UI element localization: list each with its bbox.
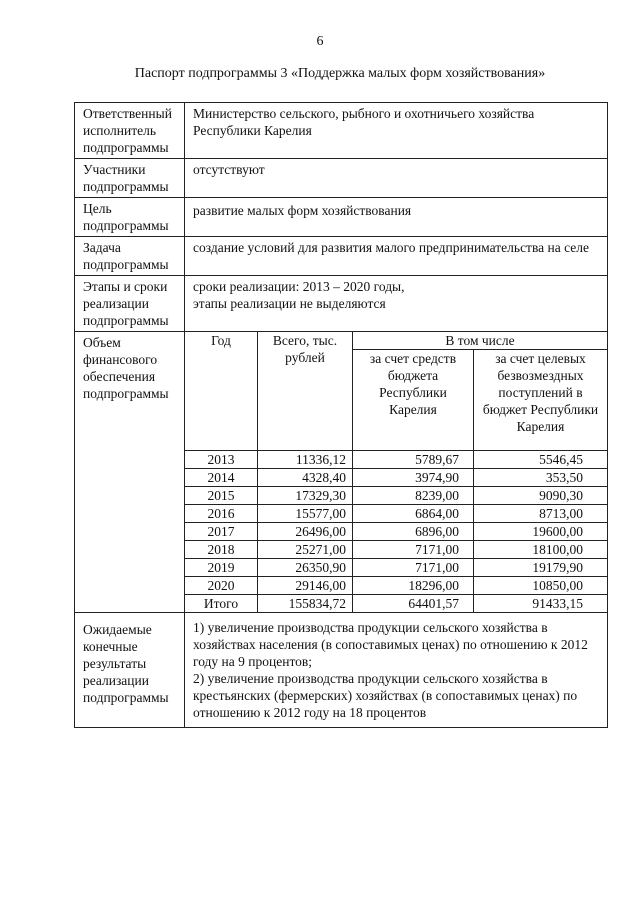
header-grants: за счет целевых безвозмездных поступлений в бюджет Республики Карелия [474,350,608,451]
year-cell: 2014 [185,469,258,487]
financing-row-2013 [185,451,607,469]
republic-budget-cell: 6864,00 [353,505,474,523]
header-year: Год [185,332,258,451]
header-total: Всего, тыс. рублей [258,332,353,451]
year-cell: 2017 [185,523,258,541]
total-cell: 15577,00 [258,505,353,523]
participants-label: Участники подпрограммы [75,159,185,198]
financing-label: Объем финансового обеспечения подпрограммы [75,332,185,613]
participants-value: отсутствуют [185,159,608,198]
passport-table [74,102,608,728]
total-cell: 4328,40 [258,469,353,487]
total-cell: 26350,90 [258,559,353,577]
task-label: Задача подпрограммы [75,237,185,276]
year-cell: Итого [185,595,258,613]
grants-cell: 19179,90 [474,559,608,577]
year-cell: 2018 [185,541,258,559]
financing-row-2018 [185,541,607,559]
financing-header-row [185,332,607,350]
page-title: Паспорт подпрограммы 3 «Поддержка малых форм хозяйствования» [134,66,546,81]
financing-row-2015 [185,487,607,505]
goal-value: развитие малых форм хозяйствования [185,198,608,237]
year-cell: 2019 [185,559,258,577]
stages-line-1: сроки реализации: 2013 – 2020 годы, [193,279,405,294]
year-cell: 2016 [185,505,258,523]
financing-row-2014 [185,469,607,487]
republic-budget-cell: 3974,90 [353,469,474,487]
executor-label: Ответственный исполнитель подпрограммы [75,103,185,159]
financing-row-2019 [185,559,607,577]
grants-cell: 353,50 [474,469,608,487]
total-cell: 25271,00 [258,541,353,559]
header-republic-budget: за счет средств бюджета Республики Карелия [353,350,474,451]
financing-table [185,332,607,612]
republic-budget-cell: 7171,00 [353,541,474,559]
grants-cell: 8713,00 [474,505,608,523]
row-executor [75,103,608,159]
financing-row-2016 [185,505,607,523]
grants-cell: 9090,30 [474,487,608,505]
republic-budget-cell: 7171,00 [353,559,474,577]
task-value: создание условий для развития малого предпринимательства на селе [185,237,608,276]
total-cell: 11336,12 [258,451,353,469]
financing-row-total [185,595,607,613]
stages-label: Этапы и сроки реализации подпрограммы [75,276,185,332]
republic-budget-cell: 6896,00 [353,523,474,541]
financing-row-2017 [185,523,607,541]
financing-cell [185,332,608,613]
year-cell: 2013 [185,451,258,469]
grants-cell: 19600,00 [474,523,608,541]
financing-row-2020 [185,577,607,595]
grants-cell: 10850,00 [474,577,608,595]
results-value [185,613,608,728]
stages-line-2: этапы реализации не выделяются [193,296,386,311]
total-cell: 155834,72 [258,595,353,613]
row-results [75,613,608,728]
row-financing [75,332,608,613]
goal-label: Цель подпрограммы [75,198,185,237]
total-cell: 17329,30 [258,487,353,505]
results-label: Ожидаемые конечные результаты реализации подпрограммы [75,613,185,728]
row-goal [75,198,608,237]
grants-cell: 18100,00 [474,541,608,559]
republic-budget-cell: 64401,57 [353,595,474,613]
stages-value [185,276,608,332]
results-item-2: 2) увеличение производства продукции сельского хозяйства в крестьянских (фермерских) хозяйствах (в сопоставимых ценах) по отношению к 2012 году на 18 процентов [193,671,578,720]
total-cell: 26496,00 [258,523,353,541]
republic-budget-cell: 18296,00 [353,577,474,595]
page-number: 6 [316,34,324,49]
grants-cell: 5546,45 [474,451,608,469]
header-including: В том числе [353,332,608,350]
row-participants [75,159,608,198]
row-stages [75,276,608,332]
republic-budget-cell: 8239,00 [353,487,474,505]
grants-cell: 91433,15 [474,595,608,613]
year-cell: 2020 [185,577,258,595]
year-cell: 2015 [185,487,258,505]
total-cell: 29146,00 [258,577,353,595]
results-item-1: 1) увеличение производства продукции сельского хозяйства в хозяйствах населения (в сопоставимых ценах) по отношению к 2012 году на 9 процентов; [193,620,588,669]
republic-budget-cell: 5789,67 [353,451,474,469]
row-task [75,237,608,276]
executor-value: Министерство сельского, рыбного и охотничьего хозяйства Республики Карелия [185,103,608,159]
